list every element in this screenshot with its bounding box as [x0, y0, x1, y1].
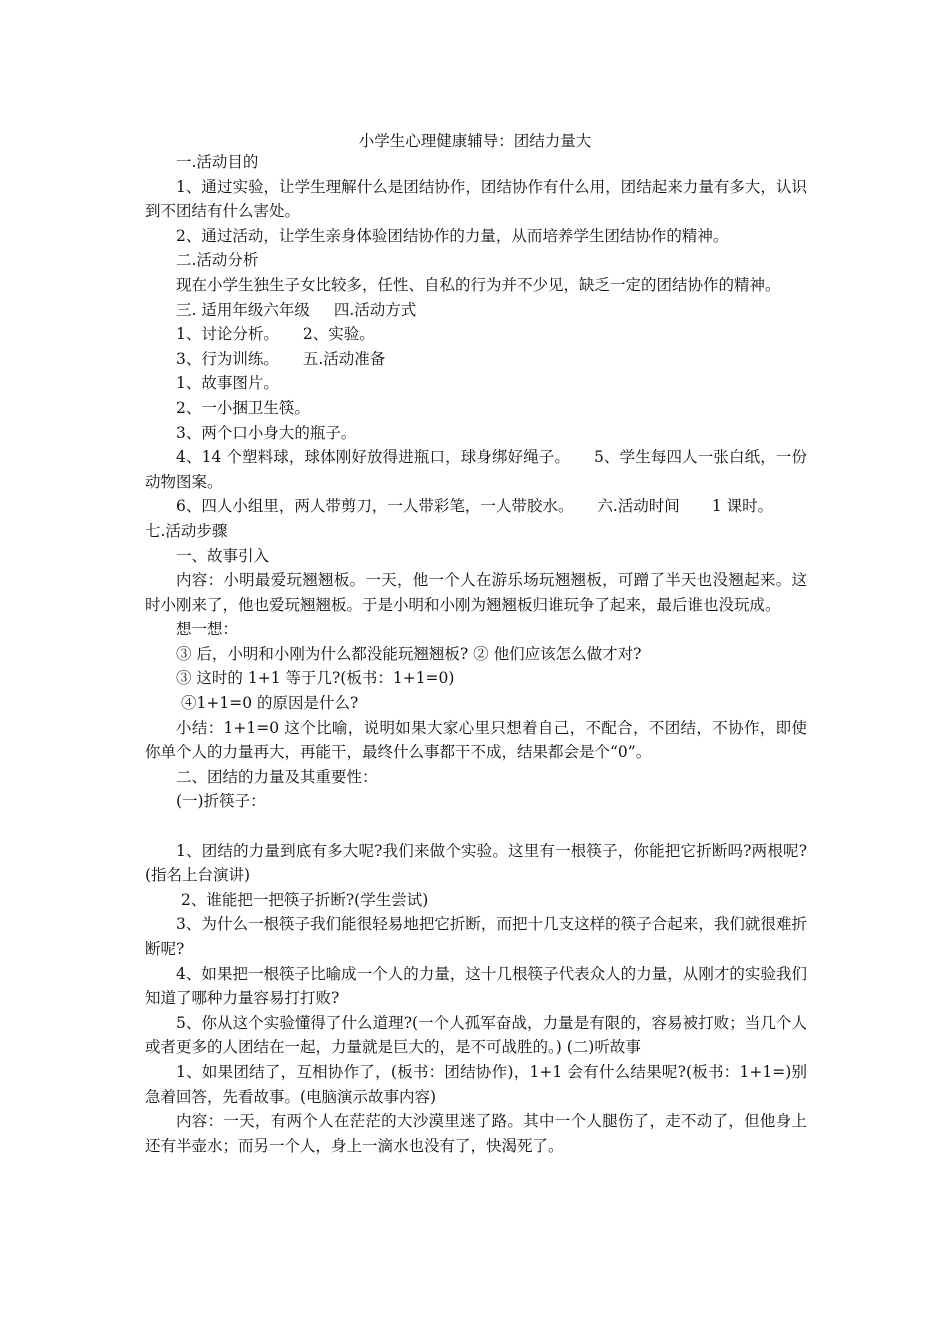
sub-heading: (一)折筷子：: [176, 792, 266, 811]
question-item: ④1+1=0 的原因是什么?: [181, 694, 359, 713]
paragraph: 1、如果团结了，互相协作了，(板书：团结协作)，1+1 会有什么结果呢?(板书：1+1=)别急着回答，先看故事。(电脑演示故事内容): [145, 1062, 807, 1106]
grade-label: 三. 适用年级六年级: [176, 300, 310, 319]
list-item: 4、14 个塑料球，球体刚好放得进瓶口，球身绑好绳子。 5、学生每四人一张白纸，一份动物图案。: [145, 448, 807, 491]
paragraph: 现在小学生独生子女比较多，任性、自私的行为并不少见，缺乏一定的团结协作的精神。: [176, 275, 781, 294]
paragraph: 4、如果把一根筷子比喻成一个人的力量，这十几根筷子代表众人的力量，从刚才的实验我们知道了哪种力量容易打打败?: [145, 964, 807, 1008]
section-heading: 二.活动分析: [176, 251, 259, 270]
question-item: ③ 后，小明和小刚为什么都没能玩翘翘板? ② 他们应该怎么做才对?: [176, 644, 642, 663]
paragraph: [145, 298, 807, 323]
section-heading: 一.活动目的: [176, 153, 259, 171]
paragraph: 1、通过实验，让学生理解什么是团结协作，团结协作有什么用，团结起来力量有多大，认识到不团结有什么害处。: [145, 177, 807, 221]
paragraph: 5、你从这个实验懂得了什么道理?(一个人孤军奋战，力量是有限的，容易被打败；当几个人或者更多的人团结在一起，力量就是巨大的，是不可战胜的。) (二)听故事: [145, 1013, 807, 1057]
paragraph: 内容：一天，有两个人在茫茫的大沙漠里迷了路。其中一个人腿伤了，走不动了，但他身上还有半壶水；而另一个人，身上一滴水也没有了，快渴死了。: [145, 1112, 807, 1155]
list-item: 3、两个口小身大的瓶子。: [176, 423, 357, 442]
document-title: 小学生心理健康辅导：团结力量大: [358, 132, 592, 150]
sub-heading: 一、故事引入: [176, 546, 270, 565]
paragraph: 2、通过活动，让学生亲身体验团结协作的力量，从而培养学生团结协作的精神。: [176, 226, 729, 245]
paragraph: 想一想：: [176, 620, 239, 639]
sub-heading: 二、团结的力量及其重要性：: [176, 767, 378, 786]
section-heading: 七.活动步骤: [145, 521, 228, 540]
paragraph: 3、为什么一根筷子我们能很轻易地把它折断，而把十几支这样的筷子合起来，我们就很难折断呢?: [145, 915, 807, 958]
paragraph: 3、行为训练。 五.活动准备: [176, 349, 386, 368]
question-item: ③ 这时的 1+1 等于几?(板书：1+1=0): [176, 669, 455, 688]
paragraph: 内容：小明最爱玩翘翘板。一天，他一个人在游乐场玩翘翘板，可蹭了半天也没翘起来。这时小刚来了，他也爱玩翘翘板。于是小明和小刚为翘翘板归谁玩争了起来，最后谁也没玩成。: [145, 571, 807, 614]
paragraph: 1、讨论分析。 2、实验。: [176, 325, 375, 344]
paragraph: 小结：1+1=0 这个比喻，说明如果大家心里只想着自己，不配合，不团结，不协作，即使你单个人的力量再大，再能干，最终什么事都干不成，结果都会是个“0”。: [145, 718, 807, 762]
section-heading: 五.活动准备: [302, 349, 386, 368]
list-item: 1、故事图片。: [176, 374, 279, 393]
sub-heading: (二)听故事: [566, 1038, 641, 1057]
blank-line: [145, 814, 807, 839]
paragraph: 2、谁能把一把筷子折断?(学生尝试): [181, 890, 429, 909]
section-heading: 四.活动方式: [333, 300, 417, 319]
section-heading: 六.活动时间: [597, 497, 680, 516]
list-item: 6、四人小组里，两人带剪刀，一人带彩笔，一人带胶水。 六.活动时间 1 课时。: [176, 497, 774, 516]
list-item: 2、一小捆卫生筷。: [176, 398, 310, 417]
document-body: [145, 150, 807, 1158]
paragraph: 1、团结的力量到底有多大呢?我们来做个实验。这里有一根筷子，你能把它折断吗?两根呢?(指名上台演讲): [145, 841, 807, 885]
